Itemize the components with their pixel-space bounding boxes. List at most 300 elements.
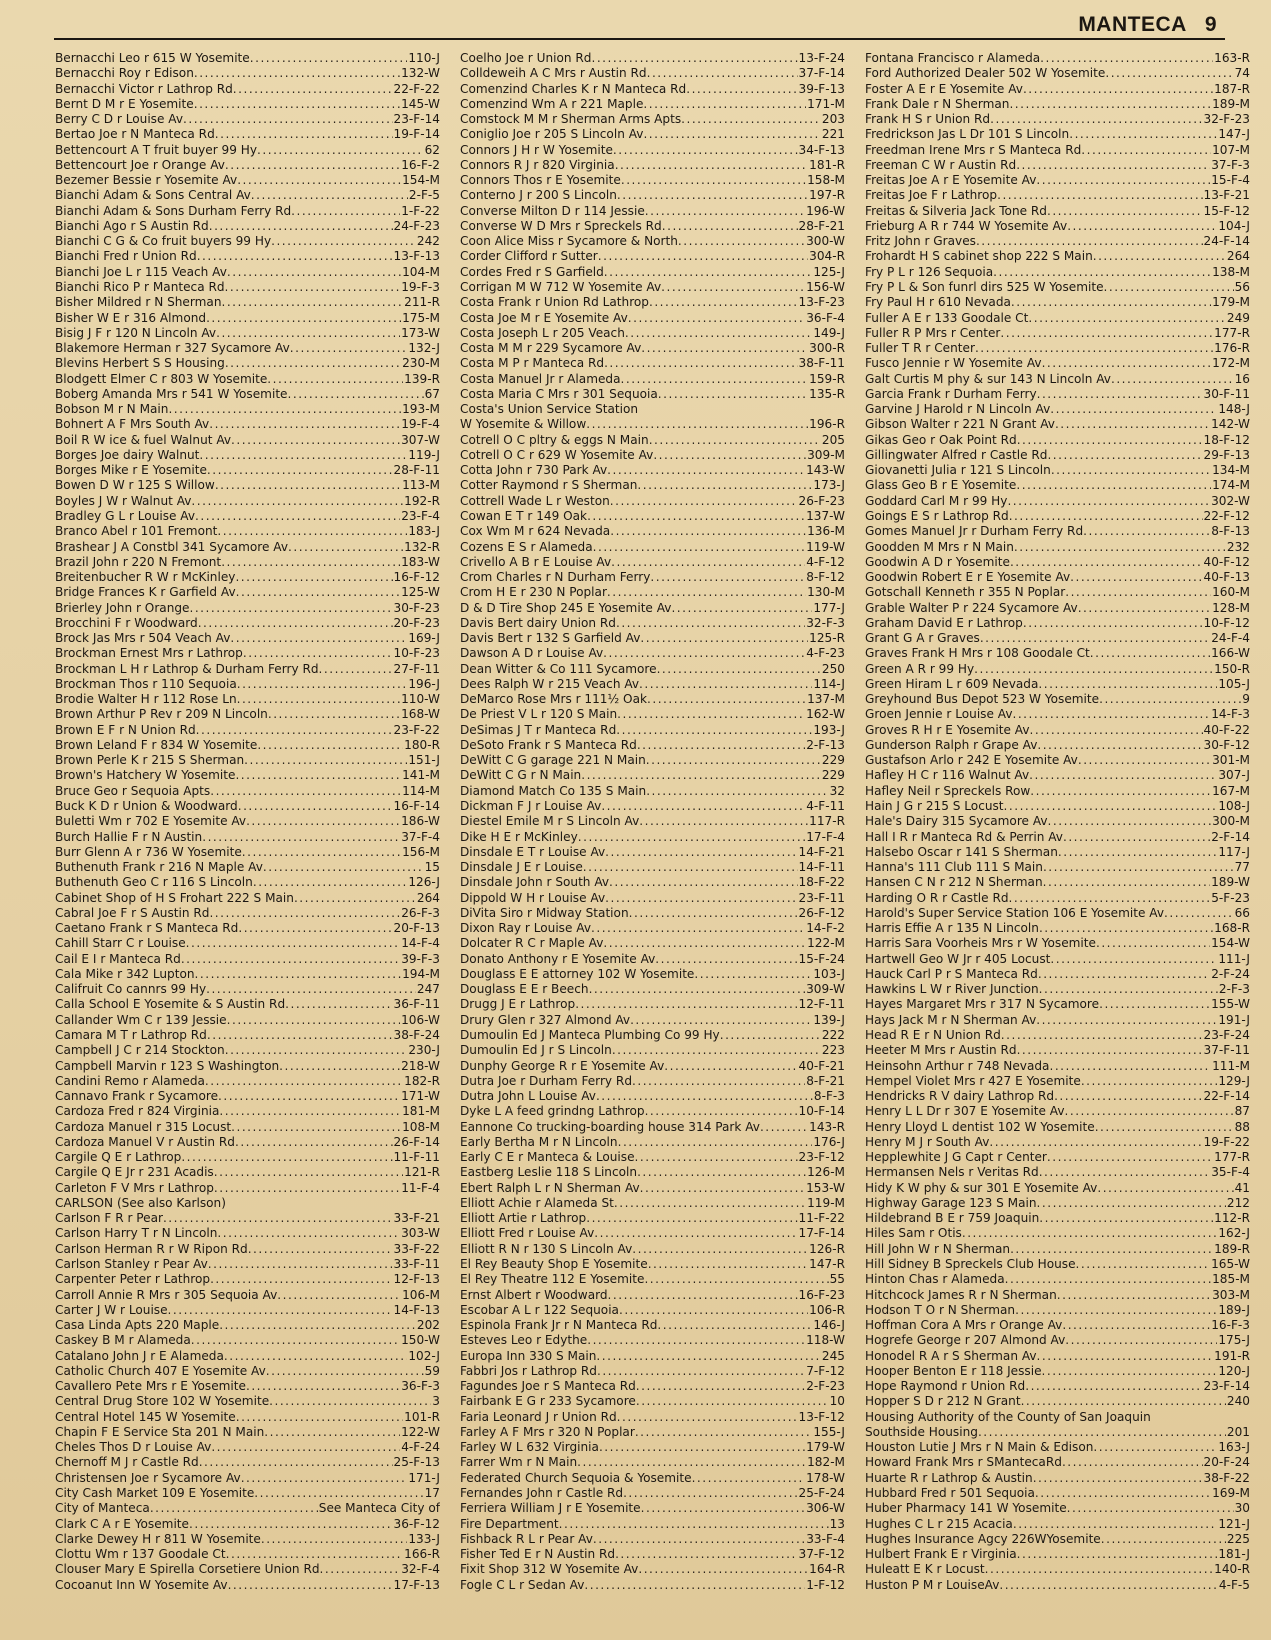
leader-dots	[671, 601, 812, 616]
leader-dots	[594, 1226, 797, 1241]
listing-name: Hafley H C r 116 Walnut Av	[865, 768, 1030, 783]
leader-dots	[604, 265, 813, 280]
leader-dots	[225, 1043, 408, 1058]
leader-dots	[1009, 509, 1203, 524]
leader-dots	[237, 677, 408, 692]
listing-name: Connors Thos r E Yosemite	[460, 173, 621, 188]
phone-number: 183-J	[408, 524, 440, 539]
listing-name: Dutra Joe r Durham Ferry Rd	[460, 1073, 632, 1088]
listing-name: Carlson Herman R r W Ripon Rd	[55, 1241, 248, 1256]
listing-row	[55, 1425, 440, 1440]
leader-dots	[194, 66, 400, 81]
listing-row	[865, 1394, 1250, 1409]
listing-name: Blodgett Elmer C r 803 W Yosemite	[55, 371, 268, 386]
listing-name: Gotschall Kenneth r 355 N Poplar	[865, 585, 1066, 600]
leader-dots	[1017, 433, 1203, 448]
listing-row	[460, 1394, 845, 1409]
phone-number: 173-J	[813, 478, 845, 493]
phone-number: 17-F-4	[806, 829, 845, 844]
listing-row	[460, 814, 845, 829]
leader-dots	[1093, 1440, 1217, 1455]
listing-row	[55, 509, 440, 524]
listing-row	[865, 1074, 1250, 1089]
leader-dots	[1081, 1074, 1217, 1089]
listing-name: Dawson A D r Louise Av	[460, 646, 604, 661]
listing-name: Clarke Dewey H r 811 W Yosemite	[55, 1531, 261, 1546]
listing-name: Bianchi Joe L r 115 Veach Av	[55, 264, 227, 279]
leader-dots	[246, 814, 400, 829]
listing-row	[460, 509, 845, 524]
listing-name: Cargile Q E Jr r 231 Acadis	[55, 1165, 214, 1180]
listing-row	[460, 463, 845, 478]
listing-name: Brodie Walter H r 112 Rose Ln	[55, 692, 237, 707]
leader-dots	[225, 356, 401, 371]
phone-number: 307-J	[1218, 768, 1250, 783]
listing-row	[865, 1578, 1250, 1593]
leader-dots	[1104, 280, 1234, 295]
leader-dots	[641, 341, 808, 356]
phone-number: 300-W	[806, 234, 845, 249]
listing-row	[55, 906, 440, 921]
leader-dots	[226, 1547, 404, 1562]
listing-row	[865, 127, 1250, 142]
leader-dots	[639, 677, 812, 692]
listing-name: Cannavo Frank r Sycamore	[55, 1089, 219, 1104]
phone-number: 14-F-11	[798, 860, 845, 875]
phone-number: 15-F-12	[1203, 203, 1250, 218]
leader-dots	[646, 784, 828, 799]
listing-row	[460, 921, 845, 936]
listing-name: Catholic Church 407 E Yosemite Av	[55, 1363, 266, 1378]
listing-row	[460, 173, 845, 188]
listing-row	[460, 1013, 845, 1028]
phone-number: 4-F-12	[806, 554, 845, 569]
phone-number: 26-F-23	[798, 493, 845, 508]
phone-number: 27-F-11	[393, 661, 440, 676]
listing-name: Hale's Dairy 315 Sycamore Av	[865, 814, 1048, 829]
leader-dots	[978, 1425, 1226, 1440]
listing-row	[55, 280, 440, 295]
listing-name: DeSoto Frank r S Manteca Rd	[460, 737, 637, 752]
phone-number: 177-J	[813, 600, 845, 615]
listing-row	[55, 1043, 440, 1058]
listing-name: Hogrefe George r 207 Almond Av	[865, 1333, 1066, 1348]
leader-dots	[1043, 860, 1234, 875]
leader-dots	[662, 219, 798, 234]
leader-dots	[678, 234, 805, 249]
leader-dots	[210, 784, 401, 799]
leader-dots	[1058, 845, 1217, 860]
listing-name: Clottu Wm r 137 Goodale Ct	[55, 1547, 226, 1562]
phone-number: 28-F-21	[798, 218, 845, 233]
listing-row	[55, 738, 440, 753]
listing-row	[865, 738, 1250, 753]
listing-row	[865, 1364, 1250, 1379]
phone-number: 40-F-22	[1203, 722, 1250, 737]
listing-row	[55, 1471, 440, 1486]
listing-row	[55, 524, 440, 539]
phone-number: 137-M	[807, 692, 845, 707]
listing-name: Bettencourt A T fruit buyer 99 Hy	[55, 142, 258, 157]
listing-row	[865, 295, 1250, 310]
phone-number: 103-J	[813, 966, 845, 981]
listing-row	[55, 478, 440, 493]
leader-dots	[997, 188, 1202, 203]
listing-name: El Rey Theatre 112 E Yosemite	[460, 1272, 645, 1287]
leader-dots	[1164, 906, 1234, 921]
phone-number: 34-F-13	[798, 142, 845, 157]
listing-row	[460, 1455, 845, 1470]
listing-row	[460, 616, 845, 631]
listing-row	[460, 1043, 845, 1058]
listing-name: Bernacchi Victor r Lathrop Rd	[55, 81, 233, 96]
listing-row	[865, 1043, 1250, 1058]
listing-row	[55, 341, 440, 356]
leader-dots	[181, 952, 400, 967]
listing-row	[460, 387, 845, 402]
listing-row	[865, 188, 1250, 203]
leader-dots	[1097, 1181, 1233, 1196]
listing-row	[460, 433, 845, 448]
listing-row	[55, 356, 440, 371]
listing-row	[865, 1226, 1250, 1241]
listing-name: Bisher Mildred r N Sherman	[55, 295, 222, 310]
phone-number: 4-F-24	[401, 1440, 440, 1455]
listing-name: W Yosemite & Willow	[460, 417, 587, 432]
phone-number: 20-F-24	[1203, 1455, 1250, 1470]
leader-dots	[191, 1333, 400, 1348]
leader-dots	[1076, 1257, 1211, 1272]
phone-number: 33-F-21	[393, 1211, 440, 1226]
listing-row	[460, 952, 845, 967]
listing-name: Buletti Wm r 702 E Yosemite Av	[55, 814, 247, 829]
leader-dots	[1023, 616, 1203, 631]
phone-number: 181-M	[402, 1104, 440, 1119]
leader-dots	[615, 1547, 797, 1562]
phone-number: 197-R	[809, 188, 845, 203]
phone-number: 177-R	[1214, 325, 1250, 340]
listing-name: Brown E F r N Union Rd	[55, 722, 196, 737]
listing-row	[55, 372, 440, 387]
listing-row	[460, 845, 845, 860]
listing-row	[460, 356, 845, 371]
phone-number: 30-F-12	[1203, 737, 1250, 752]
leader-dots	[1078, 601, 1211, 616]
listing-name: Foster A E r E Yosemite Av	[865, 81, 1023, 96]
listing-row	[865, 662, 1250, 677]
listing-name: City Cash Market 109 E Yosemite	[55, 1485, 255, 1500]
listing-row	[55, 463, 440, 478]
leader-dots	[209, 906, 400, 921]
listing-row	[55, 891, 440, 906]
leader-dots	[577, 1455, 806, 1470]
listing-row	[55, 311, 440, 326]
leader-dots	[615, 158, 808, 173]
listing-name: Groves R H r E Yosemite Av	[865, 722, 1030, 737]
leader-dots	[635, 1425, 812, 1440]
listing-row	[55, 1211, 440, 1226]
listing-name: Gunderson Ralph r Grape Av	[865, 737, 1038, 752]
listing-row	[55, 387, 440, 402]
phone-number: 19-F-14	[393, 127, 440, 142]
listing-row	[865, 448, 1250, 463]
leader-dots	[999, 1578, 1218, 1593]
listing-name: Hendricks R V dairy Lathrop Rd	[865, 1089, 1055, 1104]
listing-row	[460, 540, 845, 555]
listing-row	[865, 463, 1250, 478]
listing-name: Brockman Thos r 110 Sequoia	[55, 676, 237, 691]
listing-name: Fisher Ted E r N Austin Rd	[460, 1547, 616, 1562]
phone-number: 302-W	[1211, 493, 1250, 508]
listing-name: Dyke L A feed grindng Lathrop	[460, 1104, 645, 1119]
leader-dots	[658, 387, 808, 402]
listing-name: Campbell Marvin r 123 S Washington	[55, 1058, 280, 1073]
phone-number: 119-M	[807, 1195, 845, 1210]
listing-row	[460, 1501, 845, 1516]
phone-number: 112-R	[1214, 1211, 1250, 1226]
phone-number: 143-W	[806, 463, 845, 478]
phone-number: 37-F-14	[798, 66, 845, 81]
listing-row	[865, 921, 1250, 936]
listing-name: Coniglio Joe r 205 S Lincoln Av	[460, 127, 644, 142]
listing-name: Freitas Joe F r Lathrop	[865, 188, 998, 203]
listing-name: Cotrell O C r 629 W Yosemite Av	[460, 447, 654, 462]
phone-number: 16-F-14	[393, 799, 440, 814]
leader-dots	[591, 51, 797, 66]
listing-name: Bianchi C G & Co fruit buyers 99 Hy	[55, 234, 272, 249]
listing-name: Hays Jack M r N Sherman Av	[865, 1012, 1037, 1027]
phone-number: 136-M	[807, 524, 845, 539]
listing-row	[460, 875, 845, 890]
leader-dots	[1039, 921, 1213, 936]
listing-name: Bianchi Fred r Union Rd	[55, 249, 197, 264]
listing-name: Converse Milton D r 114 Jessie	[460, 203, 645, 218]
phone-number: 30	[1234, 1501, 1250, 1516]
listing-name: Cala Mike r 342 Lupton	[55, 966, 195, 981]
phone-number: 205	[821, 432, 845, 447]
listing-row	[865, 234, 1250, 249]
leader-dots	[692, 1471, 806, 1486]
listing-name: Freitas & Silveria Jack Tone Rd	[865, 203, 1047, 218]
listing-row	[865, 1517, 1250, 1532]
listing-row	[55, 921, 440, 936]
leader-dots	[251, 188, 408, 203]
leader-dots	[246, 1379, 400, 1394]
phone-number: 114-M	[402, 783, 440, 798]
listing-row	[55, 1364, 440, 1379]
phone-number: 179-W	[806, 1440, 845, 1455]
phone-number: 202	[416, 1318, 440, 1333]
listing-name: Conterno J r 200 S Lincoln	[460, 188, 617, 203]
phone-number: 26-F-14	[393, 1134, 440, 1149]
phone-number: 132-J	[408, 341, 440, 356]
listing-row	[865, 219, 1250, 234]
listing-name: Goodwin Robert E r E Yosemite Av	[865, 570, 1071, 585]
leader-dots	[649, 433, 821, 448]
phone-number: 245	[821, 1348, 845, 1363]
listing-name: Fuller R P Mrs r Center	[865, 325, 1001, 340]
leader-dots	[202, 830, 400, 845]
listing-name: Fritz John r Graves	[865, 234, 976, 249]
leader-dots	[217, 524, 407, 539]
phone-number: 232	[1226, 539, 1250, 554]
listing-row	[865, 280, 1250, 295]
listing-row	[460, 265, 845, 280]
listing-row	[865, 768, 1250, 783]
listing-name: Elliott Achie r Alameda St	[460, 1195, 614, 1210]
leader-dots	[584, 1578, 805, 1593]
leader-dots	[266, 1364, 424, 1379]
leader-dots	[271, 234, 416, 249]
listing-row	[55, 601, 440, 616]
listing-row	[865, 204, 1250, 219]
phone-number: 135-R	[809, 386, 845, 401]
leader-dots	[290, 341, 408, 356]
phone-number: 101-R	[404, 1409, 440, 1424]
leader-dots	[1028, 311, 1226, 326]
phone-number: 1-F-12	[806, 1577, 845, 1592]
listing-name: Fredrickson Jas L Dr 101 S Lincoln	[865, 127, 1070, 142]
listing-row	[460, 204, 845, 219]
listing-name: Carlson F R r Pear	[55, 1211, 163, 1226]
leader-dots	[647, 66, 798, 81]
listing-row	[460, 799, 845, 814]
phone-number: 306-W	[806, 1501, 845, 1516]
leader-dots	[1047, 448, 1202, 463]
listing-name: Hall I R r Manteca Rd & Perrin Av	[865, 829, 1063, 844]
listing-name: City of Manteca	[55, 1501, 150, 1516]
listing-row	[460, 311, 845, 326]
listing-row	[865, 677, 1250, 692]
phone-number: 10	[829, 1394, 845, 1409]
listing-row	[460, 219, 845, 234]
leader-dots	[1051, 463, 1211, 478]
listing-name: DeWitt C G garage 221 N Main	[460, 753, 646, 768]
listing-name: Cargile Q E r Lathrop	[55, 1150, 182, 1165]
leader-dots	[1005, 1272, 1212, 1287]
leader-dots	[225, 280, 401, 295]
listing-name: Dinsdale E T r Louise Av	[460, 844, 606, 859]
listing-row	[460, 1120, 845, 1135]
leader-dots	[1016, 478, 1211, 493]
leader-dots	[643, 127, 820, 142]
leader-dots	[163, 1211, 393, 1226]
phone-number: 196-J	[408, 676, 440, 691]
phone-number: 174-M	[1212, 478, 1250, 493]
listing-row	[55, 1578, 440, 1593]
phone-number: 4-F-11	[806, 799, 845, 814]
leader-dots	[1062, 1318, 1210, 1333]
phone-number: 172-M	[1212, 356, 1250, 371]
phone-number: 307-W	[401, 432, 440, 447]
phone-number: 22-F-12	[1203, 508, 1250, 523]
leader-dots	[268, 707, 400, 722]
leader-dots	[989, 1135, 1202, 1150]
phone-number: 2-F-14	[1211, 829, 1250, 844]
leader-dots	[186, 936, 401, 951]
listing-name: Cardoza Fred r 824 Virginia	[55, 1104, 220, 1119]
phone-number: 22-F-14	[1203, 1089, 1250, 1104]
listing-row	[865, 112, 1250, 127]
listing-row	[460, 341, 845, 356]
listing-name: Hodson T O r N Sherman	[865, 1302, 1016, 1317]
listing-name: Brierley John r Orange	[55, 600, 190, 615]
leader-dots	[215, 127, 393, 142]
leader-dots	[288, 540, 403, 555]
leader-dots	[244, 753, 407, 768]
leader-dots	[1038, 967, 1210, 982]
listing-name: Costa Frank r Union Rd Lathrop	[460, 295, 649, 310]
phone-number: 13-F-13	[393, 249, 440, 264]
leader-dots	[1010, 1242, 1213, 1257]
listing-row	[460, 1410, 845, 1425]
listing-row	[865, 967, 1250, 982]
leader-dots	[1101, 1532, 1226, 1547]
phone-number: 189-M	[1212, 96, 1250, 111]
listing-row	[55, 402, 440, 417]
listing-row	[55, 188, 440, 203]
leader-dots	[219, 1318, 416, 1333]
phone-number: 221	[821, 127, 845, 142]
phone-number: 37-F-11	[1203, 1043, 1250, 1058]
phone-number: 14-F-21	[798, 844, 845, 859]
leader-dots	[591, 921, 805, 936]
leader-dots	[235, 1135, 393, 1150]
listing-row	[865, 341, 1250, 356]
phone-number: 247	[416, 982, 440, 997]
phone-number: 62	[424, 142, 440, 157]
leader-dots	[1067, 219, 1217, 234]
listing-row	[865, 1165, 1250, 1180]
listing-row	[865, 1242, 1250, 1257]
listing-row	[55, 1226, 440, 1241]
phone-number: 16-F-12	[393, 570, 440, 585]
phone-number: 230-J	[408, 1043, 440, 1058]
leader-dots	[1069, 127, 1217, 142]
listing-row	[460, 1486, 845, 1501]
listing-name: Dunphy George R r E Yosemite Av	[460, 1058, 665, 1073]
phone-number: 37-F-12	[798, 1547, 845, 1562]
listing-name: Fishback R L r Pear Av	[460, 1531, 593, 1546]
listing-row	[865, 982, 1250, 997]
phone-number: 40-F-12	[1203, 554, 1250, 569]
leader-dots	[581, 768, 821, 783]
listing-row	[460, 478, 845, 493]
leader-dots	[601, 799, 805, 814]
listing-name: Garcia Frank r Durham Ferry	[865, 386, 1037, 401]
listing-name: Grant G A r Graves	[865, 631, 980, 646]
phone-number: 140-R	[1214, 1562, 1250, 1577]
listing-row	[865, 509, 1250, 524]
listing-row	[865, 585, 1250, 600]
phone-number: 111-M	[1212, 1058, 1250, 1073]
leader-dots	[1050, 952, 1217, 967]
listing-row	[865, 265, 1250, 280]
listing-name: Fire Department	[460, 1516, 559, 1531]
listing-name: Borges Joe dairy Walnut	[55, 447, 200, 462]
listing-name: Carroll Annie R Mrs r 305 Sequoia Av	[55, 1287, 278, 1302]
listing-row	[865, 51, 1250, 66]
leader-dots	[589, 982, 806, 997]
leader-dots	[625, 326, 812, 341]
phone-number: 175-J	[1218, 1333, 1250, 1348]
listing-name: Davis Bert r 132 S Garfield Av	[460, 631, 641, 646]
phone-number: 175-M	[402, 310, 440, 325]
listing-name: Elliott Fred r Louise Av	[460, 1226, 595, 1241]
phone-number: 66	[1234, 905, 1250, 920]
listing-name: Fontana Francisco r Alameda	[865, 51, 1041, 65]
leader-dots	[598, 249, 808, 264]
